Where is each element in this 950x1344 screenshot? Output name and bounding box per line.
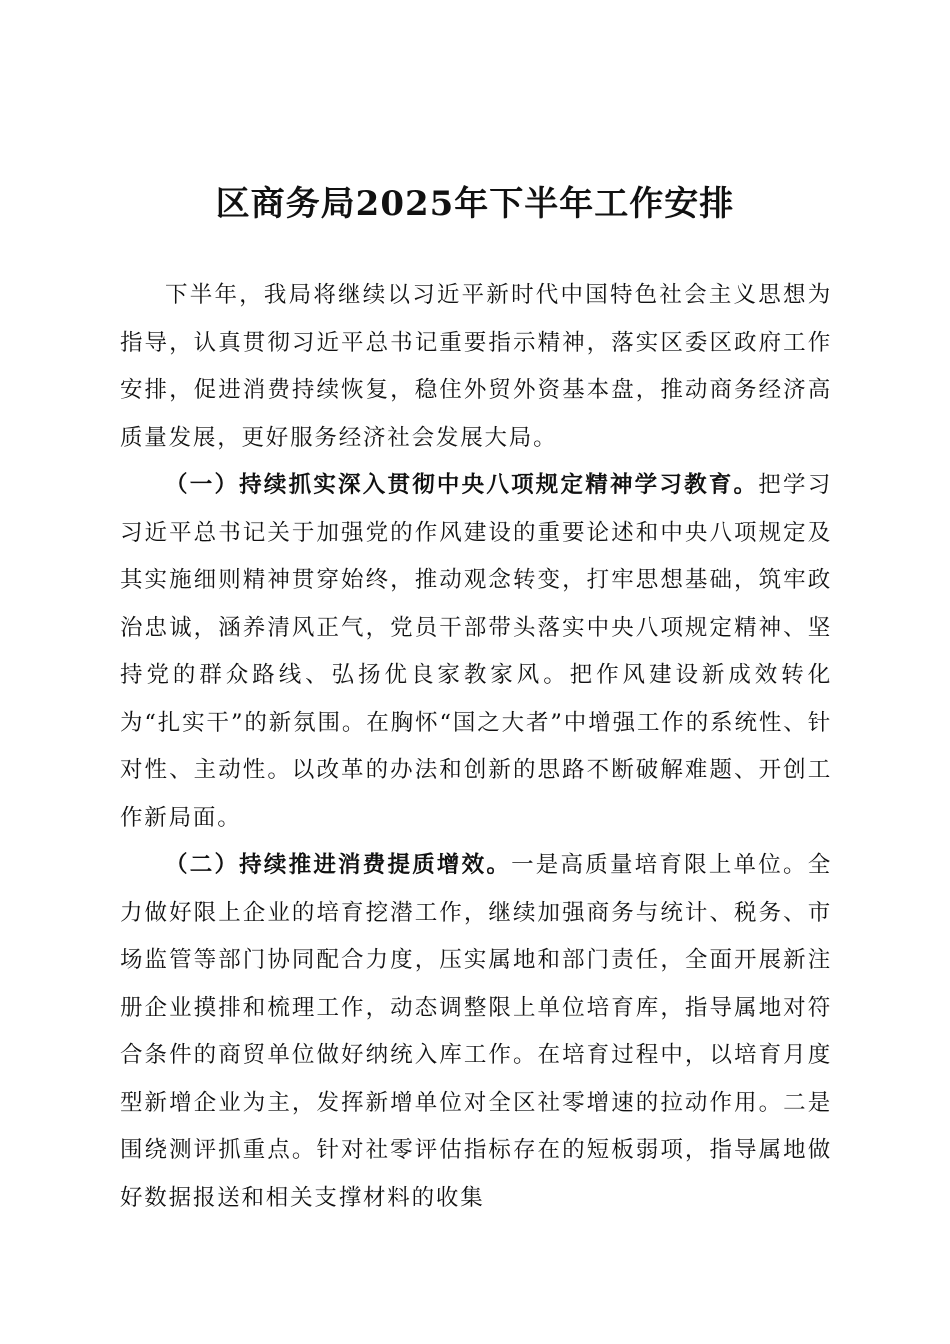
paragraph-section-1	[120, 462, 832, 842]
paragraph-text: 下半年，我局将继续以习近平新时代中国特色社会主义思想为指导，认真贯彻习近平总书记重要指示精神，落实区委区政府工作安排，促进消费持续恢复，稳住外贸外资基本盘，推动商务经济高质量发展，更好服务经济社会发展大局。	[120, 282, 832, 451]
paragraph-text: 一是高质量培育限上单位。全力做好限上企业的培育挖潜工作，继续加强商务与统计、税务、市场监管等部门协同配合力度，压实属地和部门责任，全面开展新注册企业摸排和梳理工作，动态调整限上单位培育库，指导属地对符合条件的商贸单位做好纳统入库工作。在培育过程中，以培育月度型新增企业为主，发挥新增单位对全区社零增速的拉动作用。二是围绕测评抓重点。针对社零评估指标存在的短板弱项，指导属地做好数据报送和相关支撑材料的收集	[120, 852, 833, 1211]
paragraph-text: 把学习习近平总书记关于加强党的作风建设的重要论述和中央八项规定及其实施细则精神贯穿始终，推动观念转变，打牢思想基础，筑牢政治忠诚，涵养清风正气，党员干部带头落实中央八项规定精神、坚持党的群众路线、弘扬优良家教家风。把作风建设新成效转化为“扎实干”的新氛围。在胸怀“国之大者”中增强工作的系统性、针对性、主动性。以改革的办法和创新的思路不断破解难题、开创工作新局面。	[120, 472, 833, 831]
document-body	[120, 272, 832, 1222]
section-heading: （一）持续抓实深入贯彻中央八项规定精神学习教育。	[165, 472, 759, 498]
paragraph-section-2	[120, 842, 832, 1222]
document-title: 区商务局2025年下半年工作安排	[215, 184, 735, 224]
paragraph-intro	[120, 272, 832, 462]
section-heading: （二）持续推进消费提质增效。	[165, 852, 512, 878]
